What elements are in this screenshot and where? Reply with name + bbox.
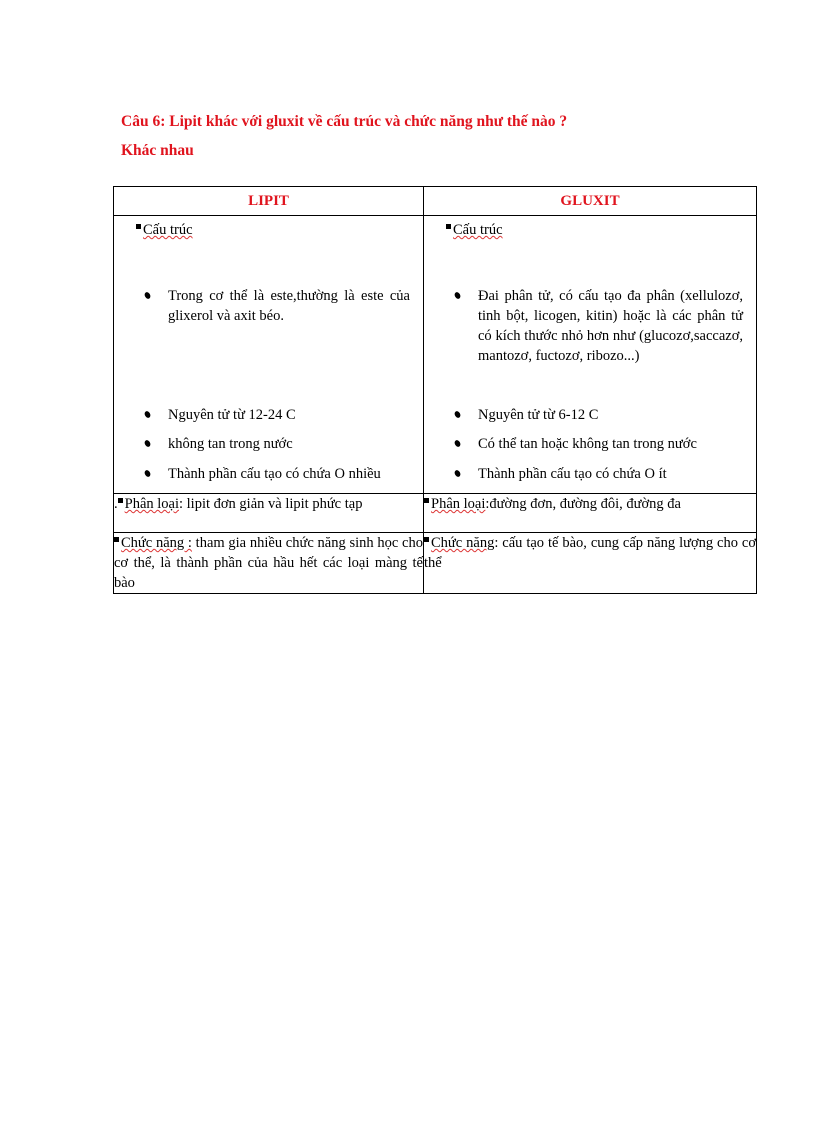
comparison-table [113,186,757,594]
lipit-function-cell [114,533,424,594]
square-bullet-icon [424,537,429,542]
gluxit-classification-cell [424,494,757,533]
section-heading: Khác nhau [121,142,194,159]
lipit-function-text: tham gia nhiều chức năng sinh học cho cơ thể, là thành phần của hầu hết các loại màng tế bào [114,535,423,591]
header-lipit: LIPIT [114,187,424,216]
gluxit-item-text: Có thể tan hoặc không tan trong nước [478,436,697,452]
classification-prefix: . [114,496,118,512]
gluxit-item-text: Nguyên tử từ 6-12 C [478,407,599,423]
square-bullet-icon [136,224,141,229]
lipit-item-text: Nguyên tử từ 12-24 C [168,407,296,423]
table-header-row [114,187,757,216]
square-bullet-icon [424,498,429,503]
function-row [114,533,757,594]
lipit-classification-label: Phân loại [124,496,179,512]
lipit-function-label: Chức năng : [121,535,192,551]
lipit-classification-text: : lipit đơn giản và lipit phức tạp [179,496,363,512]
list-item [144,405,410,425]
lipit-item-text: không tan trong nước [168,436,293,452]
bullet-icon [453,291,461,300]
square-bullet-icon [446,224,451,229]
gluxit-classification-label: Phân loại [431,496,486,512]
lipit-structure-label: Cấu trúc [143,222,193,238]
lipit-item-text: Trong cơ thể là este,thường là este của glixerol và axit béo. [168,288,410,324]
gluxit-item-text: Đai phân tử, có cấu tạo đa phân (xellulozơ, tinh bột, licogen, kitin) hoặc là các phân tử có kích thước nhỏ hơn như (glucozơ,saccazơ, mantozơ, fuctozơ, ribozo...) [478,288,743,364]
bullet-icon [143,439,151,448]
gluxit-function-text: : cấu tạo tế bào, cung cấp năng lượng cho cơ thể [424,535,756,571]
lipit-classification-cell [114,494,424,533]
list-item [144,286,410,326]
lipit-structure-cell [114,216,424,494]
gluxit-structure-heading [446,220,503,240]
bullet-icon [143,469,151,478]
question-title: Câu 6: Lipit khác với gluxit về cấu trúc và chức năng như thế nào ? [121,113,568,130]
list-item [454,434,743,454]
header-gluxit: GLUXIT [424,187,757,216]
gluxit-item-text: Thành phần cấu tạo có chứa O ít [478,466,667,482]
square-bullet-icon [114,537,119,542]
bullet-icon [453,439,461,448]
gluxit-function-cell [424,533,757,594]
bullet-icon [453,469,461,478]
gluxit-classification-text: :đường đơn, đường đôi, đường đa [485,496,681,512]
gluxit-structure-cell [424,216,757,494]
structure-row [114,216,757,494]
gluxit-structure-label: Cấu trúc [453,222,503,238]
gluxit-function-label: Chức năng [431,535,495,551]
lipit-item-text: Thành phần cấu tạo có chứa O nhiều [168,466,381,482]
classification-row [114,494,757,533]
square-bullet-icon [118,498,123,503]
list-item [144,434,410,454]
lipit-structure-heading [136,220,193,240]
list-item [454,464,743,484]
bullet-icon [143,291,151,300]
list-item [454,286,743,366]
bullet-icon [453,410,461,419]
list-item [144,464,410,484]
bullet-icon [143,410,151,419]
list-item [454,405,743,425]
